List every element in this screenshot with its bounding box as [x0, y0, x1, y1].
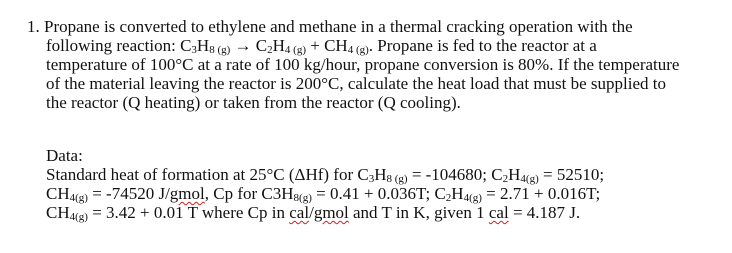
subscript: 4(g) [69, 192, 88, 204]
data-text: / [309, 203, 314, 222]
subscript: 4(g) [69, 211, 88, 223]
data-text: = 2.71 + 0.016T; [481, 184, 601, 203]
reaction-intro: following reaction: C [46, 36, 192, 55]
data-text: Standard heat of formation at 25°C (ΔHf) for C [46, 165, 369, 184]
formula-part: H [196, 36, 210, 55]
formula-part: + CH [305, 36, 348, 55]
data-heading: Data: [46, 146, 83, 165]
subscript: 8 [386, 173, 392, 185]
subscript: 4(g) [520, 173, 539, 185]
data-line-2 [46, 184, 716, 203]
formula-part: CH [46, 203, 70, 222]
formula-part: C [255, 36, 268, 55]
spellcheck-word: gmol [313, 203, 349, 222]
subscript: 2 [502, 173, 509, 185]
subscript: 3 [368, 173, 375, 185]
question-line-4: of the material leaving the reactor is 200°C, calculate the heat load that must be supplied to [46, 74, 667, 93]
subscript: 8 [209, 44, 215, 56]
data-text: , Cp for C3H [204, 184, 294, 203]
data-text: = 52510; [538, 165, 605, 184]
data-line-3 [46, 203, 716, 222]
spellcheck-word: cal [488, 203, 509, 222]
data-text: and T in K, given 1 [348, 203, 489, 222]
formula-part: CH [46, 184, 70, 203]
phase-subscript: (g) [214, 44, 231, 56]
phase-subscript: (g) [290, 44, 306, 56]
spellcheck-word: cal [289, 203, 310, 222]
data-text: = 3.42 + 0.01 T where Cp in [87, 203, 290, 222]
subscript: 3 [191, 44, 197, 56]
data-text: = 4.187 J. [508, 203, 581, 222]
reaction-arrow: → [230, 36, 256, 55]
question-line-3: temperature of 100°C at a rate of 100 kg/hour, propane conversion is 80%. If the temperature [46, 55, 680, 74]
phase-subscript: (g) [353, 44, 369, 56]
subscript: 4 [284, 44, 291, 56]
data-text: = -74520 J/ [87, 184, 170, 203]
subscript: 4 [347, 44, 354, 56]
phase-subscript: (g) [391, 173, 408, 185]
data-line-1 [46, 165, 716, 184]
formula-part: H [508, 165, 521, 184]
subscript: 2 [267, 44, 273, 56]
question-1 [27, 17, 707, 112]
question-text-line-2-end: . Propane is fed to the reactor at a [368, 36, 597, 55]
subscript: 8(g) [293, 192, 312, 204]
data-text: = -104680; C [407, 165, 503, 184]
question-number: 1. [27, 17, 40, 36]
subscript: 4(g) [463, 192, 482, 204]
formula-part: H [272, 36, 285, 55]
formula-part: H [374, 165, 387, 184]
question-text-line-1: Propane is converted to ethylene and methane in a thermal cracking operation with the [44, 17, 633, 36]
question-line-2 [27, 36, 707, 55]
data-text: = 0.41 + 0.036T; C [311, 184, 446, 203]
question-line-1 [27, 17, 707, 36]
question-line-5: the reactor (Q heating) or taken from the reactor (Q cooling). [46, 93, 461, 112]
formula-part: H [451, 184, 464, 203]
data-section [46, 146, 716, 222]
subscript: 2 [445, 192, 452, 204]
spellcheck-word: gmol [169, 184, 205, 203]
